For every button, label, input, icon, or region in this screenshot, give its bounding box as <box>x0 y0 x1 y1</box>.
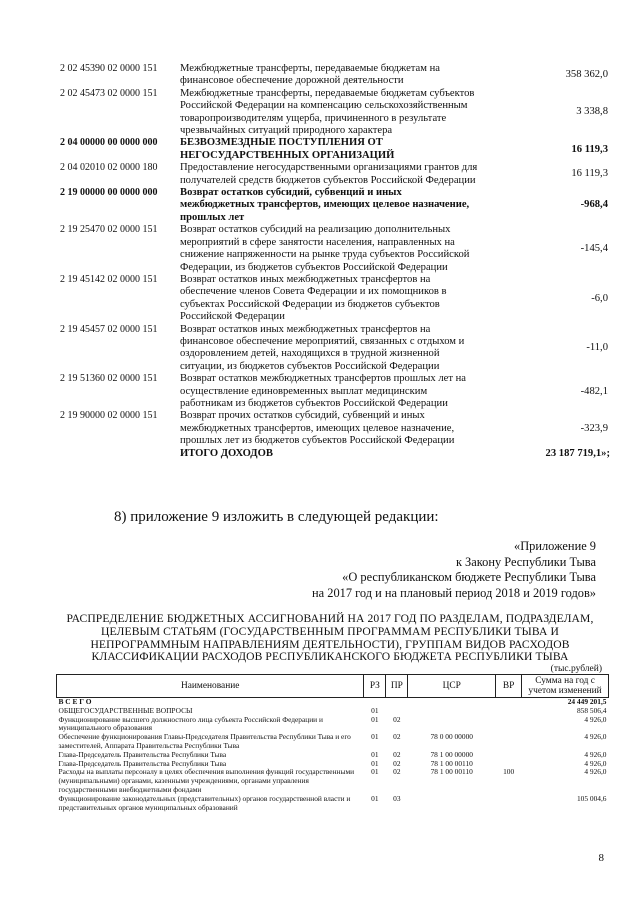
row-pr: 02 <box>393 767 401 777</box>
income-code: 2 19 25470 02 0000 151 <box>60 224 158 236</box>
row-rz: 01 <box>371 749 379 759</box>
row-csr <box>408 707 496 716</box>
row-amount: 4 926,0 <box>584 749 607 759</box>
header-vr: ВР <box>496 675 522 698</box>
header-csr: ЦСР <box>408 675 496 698</box>
row-vr <box>496 716 522 734</box>
row-csr <box>408 698 496 707</box>
income-row <box>60 63 610 88</box>
income-amount: 16 119,3 <box>571 168 608 180</box>
row-rz: 01 <box>371 758 379 768</box>
income-code: 2 04 02010 02 0000 180 <box>60 162 158 174</box>
income-row <box>60 137 610 162</box>
budget-table <box>56 674 609 812</box>
appendix-block <box>312 539 596 601</box>
income-name: Возврат остатков субсидий, субвенций и иных межбюджетных трансфертов, имеющих целевое назначение, прошлых лет <box>180 187 470 223</box>
income-amount: -323,9 <box>580 422 608 434</box>
row-vr <box>496 707 522 716</box>
income-code: 2 19 51360 02 0000 151 <box>60 373 158 385</box>
row-csr: 78 1 00 00000 <box>430 749 473 759</box>
row-name: Обеспечение функционирования Главы-Председателя Правительства Республики Тыва и его заместителей, Аппарата Правительства Республики Тыва <box>58 732 351 750</box>
income-code: 2 19 90000 02 0000 151 <box>60 410 158 422</box>
row-rz: 01 <box>371 732 379 742</box>
page-number: 8 <box>598 852 604 864</box>
income-code: 2 02 45390 02 0000 151 <box>60 63 158 74</box>
income-row <box>60 274 610 324</box>
units-label: (тыс.рублей) <box>550 664 602 674</box>
row-rz: 01 <box>371 714 379 724</box>
income-row <box>60 88 610 138</box>
income-code: 2 02 45473 02 0000 151 <box>60 87 158 99</box>
table-row <box>57 795 609 813</box>
header-name: Наименование <box>57 675 364 698</box>
income-name: Возврат остатков иных межбюджетных трансфертов на финансовое обеспечение мероприятий, связанных с отдыхом и оздоровлением детей, находящихся в трудной жизненной ситуации, из бюджетов субъектов Российской Федерации <box>180 323 465 372</box>
row-pr <box>386 698 408 707</box>
row-name: Функционирование законодательных (представительных) органов государственной власти и представительных органов муниципальных образований <box>58 793 351 812</box>
income-row <box>60 410 610 447</box>
total-label: ИТОГО ДОХОДОВ <box>180 447 273 459</box>
row-vr: 100 <box>503 767 515 777</box>
row-pr: 03 <box>393 793 401 803</box>
income-amount: -968,4 <box>580 199 608 211</box>
row-name: Глава-Председатель Правительства Республики Тыва <box>58 758 227 768</box>
income-code: 2 19 00000 00 0000 000 <box>60 187 158 199</box>
row-csr <box>408 716 496 734</box>
row-vr <box>496 733 522 751</box>
row-rz: 01 <box>371 767 379 777</box>
income-total-row <box>60 448 610 460</box>
income-code: 2 19 45142 02 0000 151 <box>60 273 158 285</box>
header-sum: Сумма на год с учетом изменений <box>522 675 609 698</box>
income-name: Возврат остатков межбюджетных трансфертов прошлых лет на осуществление единовременных выплат медицинским работникам из бюджетов субъектов Российской Федерации <box>180 373 466 409</box>
row-amount: 4 926,0 <box>584 758 607 768</box>
header-rz: РЗ <box>364 675 386 698</box>
row-amount: 24 449 201,5 <box>567 697 607 706</box>
row-amount: 4 926,0 <box>584 732 607 742</box>
income-row <box>60 187 610 224</box>
income-amount: 3 338,8 <box>576 106 608 118</box>
appendix-line: к Закону Республики Тыва <box>455 554 596 569</box>
row-pr: 02 <box>393 732 401 742</box>
row-csr: 78 1 00 00110 <box>430 767 473 777</box>
row-csr: 78 0 00 00000 <box>430 732 473 742</box>
row-name: В С Е Г О <box>58 697 92 706</box>
income-amount: -11,0 <box>586 342 608 354</box>
appendix-line: «О республиканском бюджете Республики Тыва <box>342 570 596 584</box>
income-table <box>60 63 610 460</box>
row-name: Глава-Председатель Правительства Республики Тыва <box>58 749 227 759</box>
row-pr: 02 <box>393 714 401 724</box>
appendix-line: на 2017 год и на плановый период 2018 и 2019 годов» <box>312 585 596 600</box>
table-row <box>57 768 609 794</box>
row-amount: 858 506,4 <box>576 705 607 715</box>
row-name: Расходы на выплаты персоналу в целях обеспечения выполнения функций государственными (муниципальными) органами, казенными учреждениями, органами управления государственными внебюджетными фондами <box>58 767 355 794</box>
income-code: 2 04 00000 00 0000 000 <box>60 137 158 149</box>
income-name: БЕЗВОЗМЕЗДНЫЕ ПОСТУПЛЕНИЯ ОТ НЕГОСУДАРСТВЕННЫХ ОРГАНИЗАЦИЙ <box>180 137 395 161</box>
row-amount: 105 004,6 <box>576 793 607 803</box>
total-amount: 23 187 719,1»; <box>545 447 610 459</box>
income-name: Возврат остатков субсидий на реализацию дополнительных мероприятий в сфере занятости населения, направленных на снижение напряженности на рынке труда субъектов Российской Федерации, из бюджетов субъектов Российской Федерации <box>180 224 470 273</box>
row-rz: 01 <box>371 705 379 715</box>
table-row <box>57 733 609 751</box>
row-vr <box>496 751 522 760</box>
row-amount: 4 926,0 <box>584 767 607 777</box>
row-vr <box>496 698 522 707</box>
income-row <box>60 162 610 187</box>
table-header-row <box>57 675 609 698</box>
row-name: ОБЩЕГОСУДАРСТВЕННЫЕ ВОПРОСЫ <box>58 705 193 715</box>
row-pr: 02 <box>393 758 401 768</box>
row-csr: 78 1 00 00110 <box>430 758 473 768</box>
appendix-line: «Приложение 9 <box>514 539 596 553</box>
row-vr <box>496 795 522 813</box>
income-amount: -6,0 <box>591 292 608 304</box>
income-row <box>60 224 610 274</box>
row-amount: 4 926,0 <box>584 714 607 724</box>
header-pr: ПР <box>386 675 408 698</box>
income-name: Возврат прочих остатков субсидий, субвенций и иных межбюджетных трансфертов, имеющих целевое назначение, прошлых лет из бюджетов субъектов Российской Федерации <box>180 410 455 447</box>
income-name: Предоставление негосударственными организациями грантов для получателей средств бюджетов субъектов Российской Федерации <box>180 162 478 186</box>
row-csr <box>408 795 496 813</box>
income-name: Возврат остатков иных межбюджетных трансфертов на обеспечение членов Совета Федерации и их помощников в субъектах Российской Федерации из бюджетов субъектов Российской Федерации <box>180 273 447 323</box>
income-amount: -145,4 <box>580 242 608 254</box>
income-name: Межбюджетные трансферты, передаваемые бюджетам на финансовое обеспечение дорожной деятельности <box>180 63 440 87</box>
row-name: Функционирование высшего должностного лица субъекта Российской Федерации и муниципального образования <box>58 714 323 733</box>
income-amount: -482,1 <box>580 385 608 397</box>
income-code: 2 19 45457 02 0000 151 <box>60 323 158 335</box>
income-row <box>60 324 610 374</box>
income-name: Межбюджетные трансферты, передаваемые бюджетам субъектов Российской Федерации на компенсацию сельскохозяйственным товаропроизводителям ущерба, причиненного в результате чрезвычайных ситуаций природного характера <box>180 87 475 137</box>
row-rz: 01 <box>371 793 379 803</box>
income-amount: 16 119,3 <box>571 143 608 155</box>
table-heading: РАСПРЕДЕЛЕНИЕ БЮДЖЕТНЫХ АССИГНОВАНИЙ НА 2017 ГОД ПО РАЗДЕЛАМ, ПОДРАЗДЕЛАМ, ЦЕЛЕВЫМ СТАТЬЯМ (ГОСУДАРСТВЕННЫМ ПРОГРАММАМ РЕСПУБЛИКИ ТЫВА И НЕПРОГРАММНЫМ НАПРАВЛЕНИЯМ ДЕЯТЕЛЬНОСТИ), ГРУППАМ ВИДОВ РАСХОДОВ КЛАССИФИКАЦИИ РАСХОДОВ РЕСПУБЛИКАНСКОГО БЮДЖЕТА РЕСПУБЛИКИ ТЫВА <box>66 612 594 664</box>
table-row <box>57 716 609 734</box>
row-pr: 02 <box>393 749 401 759</box>
income-amount: 358 362,0 <box>565 69 608 81</box>
amendment-line: 8) приложение 9 изложить в следующей редакции: <box>114 509 439 525</box>
income-row <box>60 373 610 410</box>
